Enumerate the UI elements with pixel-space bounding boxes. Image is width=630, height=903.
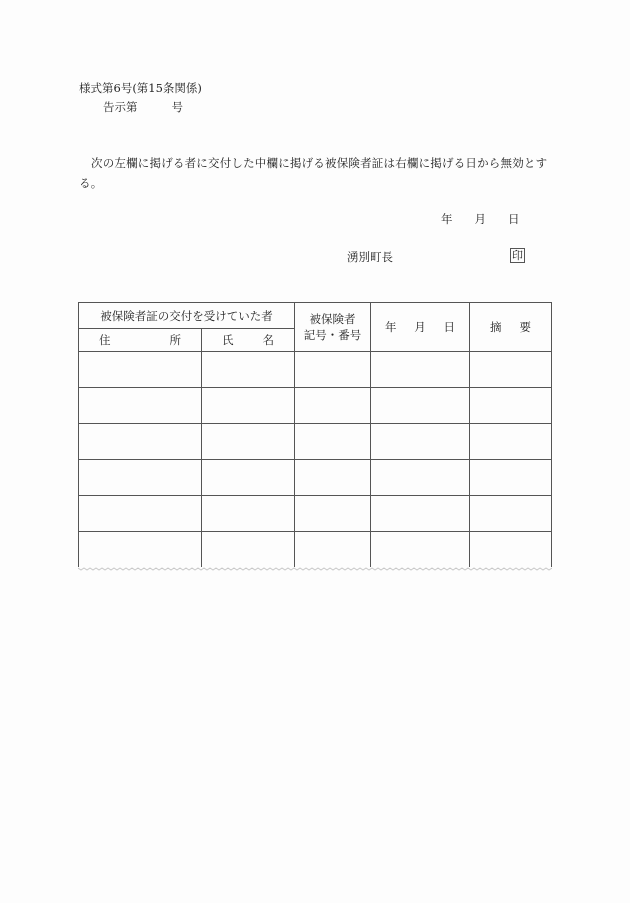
name-cell[interactable]: [202, 424, 295, 460]
notice-number-line: [103, 99, 183, 115]
date-header: [371, 303, 470, 352]
remarks-cell[interactable]: [470, 496, 552, 532]
group-header: 被保険者証の交付を受けていた者: [79, 303, 295, 329]
name-cell[interactable]: [202, 352, 295, 388]
notice-suffix: 号: [171, 100, 183, 114]
table-row: [79, 352, 552, 388]
address-header-char2: 所: [169, 333, 181, 347]
table-row: [79, 388, 552, 424]
body-text: 次の左欄に掲げる者に交付した中欄に掲げる被保険者証は右欄に掲げる日から無効とする。: [79, 156, 548, 190]
name-header-char2: 名: [262, 333, 274, 347]
address-cell[interactable]: [79, 496, 202, 532]
date-month: 月: [474, 212, 486, 226]
name-header: [202, 329, 295, 352]
date-cell[interactable]: [371, 496, 470, 532]
table-row: [79, 460, 552, 496]
date-cell[interactable]: [371, 460, 470, 496]
name-cell[interactable]: [202, 460, 295, 496]
date-line: [441, 211, 520, 227]
insured-number-cell[interactable]: [295, 352, 371, 388]
date-header-year: 年: [385, 320, 397, 334]
name-cell[interactable]: [202, 532, 295, 568]
address-cell[interactable]: [79, 388, 202, 424]
date-cell[interactable]: [371, 424, 470, 460]
date-year: 年: [441, 212, 453, 226]
name-header-char1: 氏: [222, 333, 234, 347]
date-day: 日: [508, 212, 520, 226]
date-header-month: 月: [414, 320, 426, 334]
remarks-header-char1: 摘: [490, 320, 502, 334]
mayor-signature: 湧別町長: [347, 250, 393, 264]
address-cell[interactable]: [79, 532, 202, 568]
table-cut-edge: [78, 566, 552, 572]
remarks-cell[interactable]: [470, 352, 552, 388]
insured-number-cell[interactable]: [295, 496, 371, 532]
address-header-char1: 住: [99, 333, 111, 347]
table-row: [79, 424, 552, 460]
record-table: [78, 302, 552, 567]
name-cell[interactable]: [202, 388, 295, 424]
date-cell[interactable]: [371, 388, 470, 424]
insured-number-cell[interactable]: [295, 460, 371, 496]
table-header-row: [79, 303, 552, 329]
address-header: [79, 329, 202, 352]
remarks-header: [470, 303, 552, 352]
remarks-cell[interactable]: [470, 532, 552, 568]
insured-header-line1: 被保険者: [309, 312, 356, 326]
insured-number-header: [295, 303, 371, 352]
form-title: 様式第6号(第15条関係): [79, 81, 202, 95]
address-cell[interactable]: [79, 424, 202, 460]
insured-number-cell[interactable]: [295, 532, 371, 568]
address-cell[interactable]: [79, 352, 202, 388]
remarks-cell[interactable]: [470, 460, 552, 496]
table-row: [79, 532, 552, 568]
seal-mark: 印: [512, 249, 523, 262]
remarks-cell[interactable]: [470, 388, 552, 424]
date-header-day: 日: [443, 320, 455, 334]
remarks-header-char2: 要: [519, 320, 531, 334]
notice-prefix: 告示第: [103, 100, 138, 114]
name-cell[interactable]: [202, 496, 295, 532]
table-row: [79, 496, 552, 532]
date-cell[interactable]: [371, 352, 470, 388]
insured-number-cell[interactable]: [295, 424, 371, 460]
address-cell[interactable]: [79, 460, 202, 496]
date-cell[interactable]: [371, 532, 470, 568]
insured-header-line2: 記号・番号: [303, 328, 362, 342]
remarks-cell[interactable]: [470, 424, 552, 460]
insured-number-cell[interactable]: [295, 388, 371, 424]
